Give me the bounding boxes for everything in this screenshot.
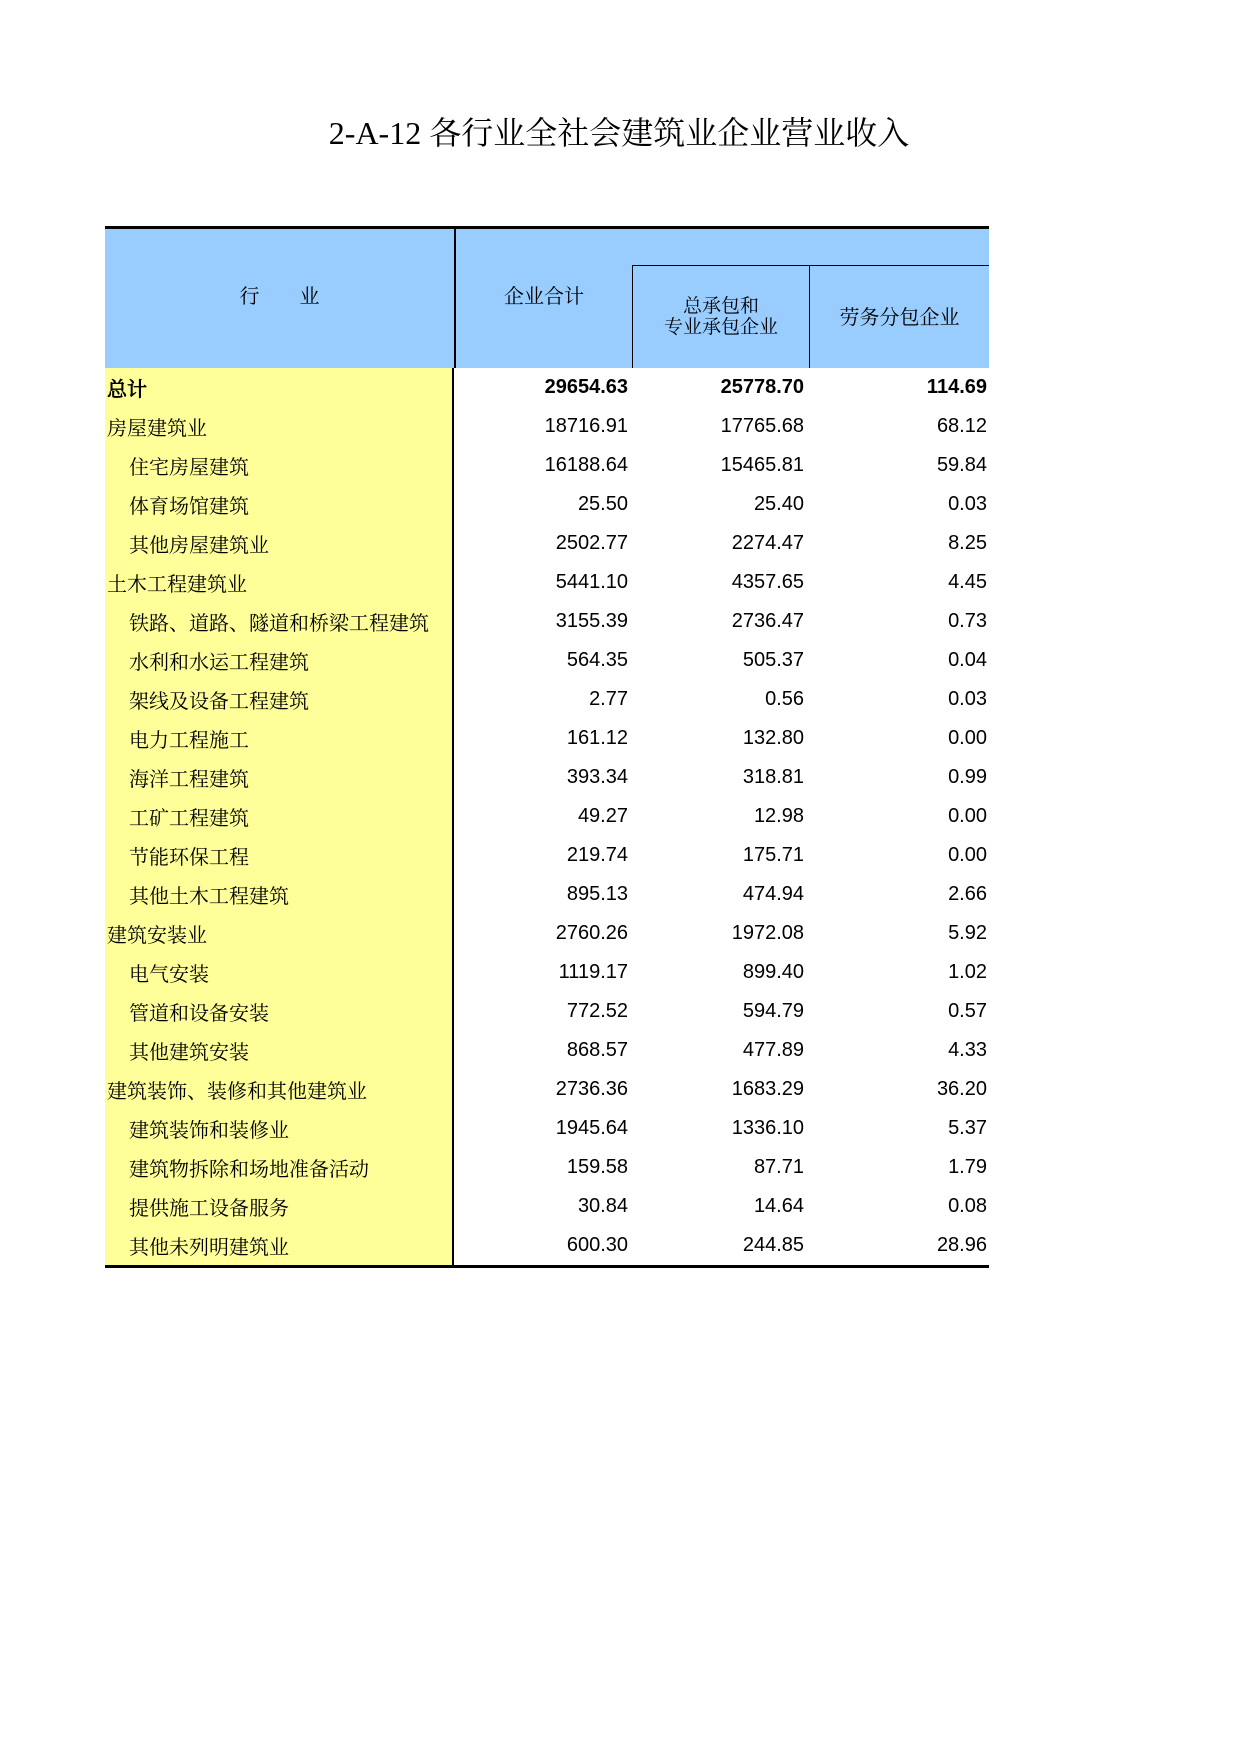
general-contract-value: 505.37 <box>742 649 804 671</box>
table-row <box>105 524 989 563</box>
labor-subcontract-value: 2.66 <box>948 883 987 905</box>
industry-label: 体育场馆建筑 <box>105 485 454 524</box>
enterprise-total-value: 16188.64 <box>544 454 628 476</box>
labor-subcontract-value: 36.20 <box>936 1078 987 1100</box>
table-row <box>105 953 989 992</box>
industry-label: 节能环保工程 <box>105 836 454 875</box>
general-contract-value: 2736.47 <box>731 610 804 632</box>
table-row <box>105 1070 989 1109</box>
labor-subcontract-value: 114.69 <box>926 376 987 398</box>
table-row <box>105 836 989 875</box>
labor-subcontract-value: 1.02 <box>948 961 987 983</box>
enterprise-total-value: 393.34 <box>566 766 628 788</box>
table-row <box>105 641 989 680</box>
labor-subcontract-value: 0.08 <box>948 1195 987 1217</box>
labor-subcontract-value: 0.04 <box>948 649 987 671</box>
enterprise-total-value: 868.57 <box>566 1039 628 1061</box>
enterprise-total-value: 25.50 <box>577 493 628 515</box>
industry-label: 工矿工程建筑 <box>105 797 454 836</box>
labor-subcontract-value: 1.79 <box>948 1156 987 1178</box>
table-row <box>105 719 989 758</box>
industry-label: 其他土木工程建筑 <box>105 875 454 914</box>
enterprise-total-value: 895.13 <box>566 883 628 905</box>
enterprise-total-value: 30.84 <box>577 1195 628 1217</box>
enterprise-total-value: 2.77 <box>589 688 628 710</box>
enterprise-total-value: 1119.17 <box>558 961 628 983</box>
labor-subcontract-value: 68.12 <box>936 415 987 437</box>
industry-label: 总计 <box>105 368 454 407</box>
enterprise-total-value: 219.74 <box>566 844 628 866</box>
table-row <box>105 602 989 641</box>
table-row <box>105 992 989 1031</box>
labor-subcontract-value: 5.92 <box>948 922 987 944</box>
labor-subcontract-value: 0.00 <box>948 844 987 866</box>
header-labor-subcontract: 劳务分包企业 <box>839 305 960 329</box>
general-contract-value: 474.94 <box>742 883 804 905</box>
general-contract-value: 594.79 <box>742 1000 804 1022</box>
industry-label: 建筑装饰、装修和其他建筑业 <box>105 1070 454 1109</box>
table-row <box>105 914 989 953</box>
general-contract-value: 17765.68 <box>720 415 804 437</box>
general-contract-value: 25.40 <box>753 493 804 515</box>
enterprise-total-value: 600.30 <box>566 1234 628 1256</box>
table-bottom-border <box>105 1265 989 1268</box>
table-row <box>105 485 989 524</box>
general-contract-value: 87.71 <box>753 1156 804 1178</box>
general-contract-value: 318.81 <box>742 766 804 788</box>
enterprise-total-value: 2502.77 <box>555 532 628 554</box>
general-contract-value: 175.71 <box>742 844 804 866</box>
industry-label: 提供施工设备服务 <box>105 1187 454 1226</box>
labor-subcontract-value: 0.57 <box>948 1000 987 1022</box>
table-row <box>105 1031 989 1070</box>
labor-subcontract-value: 0.73 <box>948 610 987 632</box>
labor-subcontract-value: 8.25 <box>948 532 987 554</box>
general-contract-value: 477.89 <box>742 1039 804 1061</box>
industry-label: 电力工程施工 <box>105 719 454 758</box>
industry-label: 建筑装饰和装修业 <box>105 1109 454 1148</box>
table-row <box>105 563 989 602</box>
table-row <box>105 1109 989 1148</box>
industry-label: 水利和水运工程建筑 <box>105 641 454 680</box>
labor-subcontract-value: 0.00 <box>948 727 987 749</box>
general-contract-value: 132.80 <box>742 727 804 749</box>
industry-label: 建筑安装业 <box>105 914 454 953</box>
labor-subcontract-value: 4.45 <box>948 571 987 593</box>
general-contract-value: 12.98 <box>753 805 804 827</box>
enterprise-total-value: 3155.39 <box>555 610 628 632</box>
header-general-contract <box>633 296 809 338</box>
page-title: 2-A-12 各行业全社会建筑业企业营业收入 <box>328 115 910 151</box>
industry-label: 土木工程建筑业 <box>105 563 454 602</box>
labor-subcontract-value: 0.03 <box>948 493 987 515</box>
enterprise-total-value: 2736.36 <box>555 1078 628 1100</box>
industry-label: 其他建筑安装 <box>105 1031 454 1070</box>
industry-label: 电气安装 <box>105 953 454 992</box>
labor-subcontract-value: 5.37 <box>948 1117 987 1139</box>
general-contract-value: 1683.29 <box>731 1078 804 1100</box>
table-row <box>105 1187 989 1226</box>
labor-subcontract-value: 0.03 <box>948 688 987 710</box>
income-table <box>105 226 989 1268</box>
table-row <box>105 446 989 485</box>
enterprise-total-value: 159.58 <box>566 1156 628 1178</box>
table-body <box>105 368 989 1265</box>
table-row <box>105 1226 989 1265</box>
general-contract-value: 2274.47 <box>731 532 804 554</box>
general-contract-value: 15465.81 <box>720 454 804 476</box>
header-general-line2: 专业承包企业 <box>663 316 778 338</box>
table-row <box>105 758 989 797</box>
industry-label: 住宅房屋建筑 <box>105 446 454 485</box>
header-industry: 行 业 <box>239 284 320 308</box>
general-contract-value: 14.64 <box>753 1195 804 1217</box>
general-contract-value: 4357.65 <box>731 571 804 593</box>
general-contract-value: 244.85 <box>742 1234 804 1256</box>
table-row <box>105 407 989 446</box>
general-contract-value: 899.40 <box>742 961 804 983</box>
industry-label: 管道和设备安装 <box>105 992 454 1031</box>
industry-label: 建筑物拆除和场地准备活动 <box>105 1148 454 1187</box>
general-contract-value: 1972.08 <box>731 922 804 944</box>
industry-label: 房屋建筑业 <box>105 407 454 446</box>
industry-label: 其他未列明建筑业 <box>105 1226 454 1265</box>
table-row <box>105 680 989 719</box>
table-row <box>105 797 989 836</box>
general-contract-value: 25778.70 <box>720 376 804 398</box>
table-header <box>105 226 989 368</box>
industry-label: 其他房屋建筑业 <box>105 524 454 563</box>
labor-subcontract-value: 0.00 <box>948 805 987 827</box>
enterprise-total-value: 161.12 <box>566 727 628 749</box>
industry-label: 铁路、道路、隧道和桥梁工程建筑 <box>105 602 454 641</box>
enterprise-total-value: 5441.10 <box>555 571 628 593</box>
header-subdivider <box>632 265 989 266</box>
enterprise-total-value: 18716.91 <box>544 415 628 437</box>
enterprise-total-value: 1945.64 <box>555 1117 628 1139</box>
header-general-line1: 总承包和 <box>682 295 759 317</box>
labor-subcontract-value: 28.96 <box>936 1234 987 1256</box>
table-row <box>105 875 989 914</box>
table-row <box>105 1148 989 1187</box>
industry-label: 海洋工程建筑 <box>105 758 454 797</box>
enterprise-total-value: 29654.63 <box>544 376 628 398</box>
labor-subcontract-value: 0.99 <box>948 766 987 788</box>
enterprise-total-value: 2760.26 <box>555 922 628 944</box>
general-contract-value: 1336.10 <box>731 1117 804 1139</box>
table-row <box>105 368 989 407</box>
labor-subcontract-value: 59.84 <box>936 454 987 476</box>
enterprise-total-value: 772.52 <box>566 1000 628 1022</box>
enterprise-total-value: 564.35 <box>566 649 628 671</box>
labor-subcontract-value: 4.33 <box>948 1039 987 1061</box>
enterprise-total-value: 49.27 <box>577 805 628 827</box>
industry-label: 架线及设备工程建筑 <box>105 680 454 719</box>
header-total: 企业合计 <box>504 284 584 308</box>
general-contract-value: 0.56 <box>765 688 804 710</box>
